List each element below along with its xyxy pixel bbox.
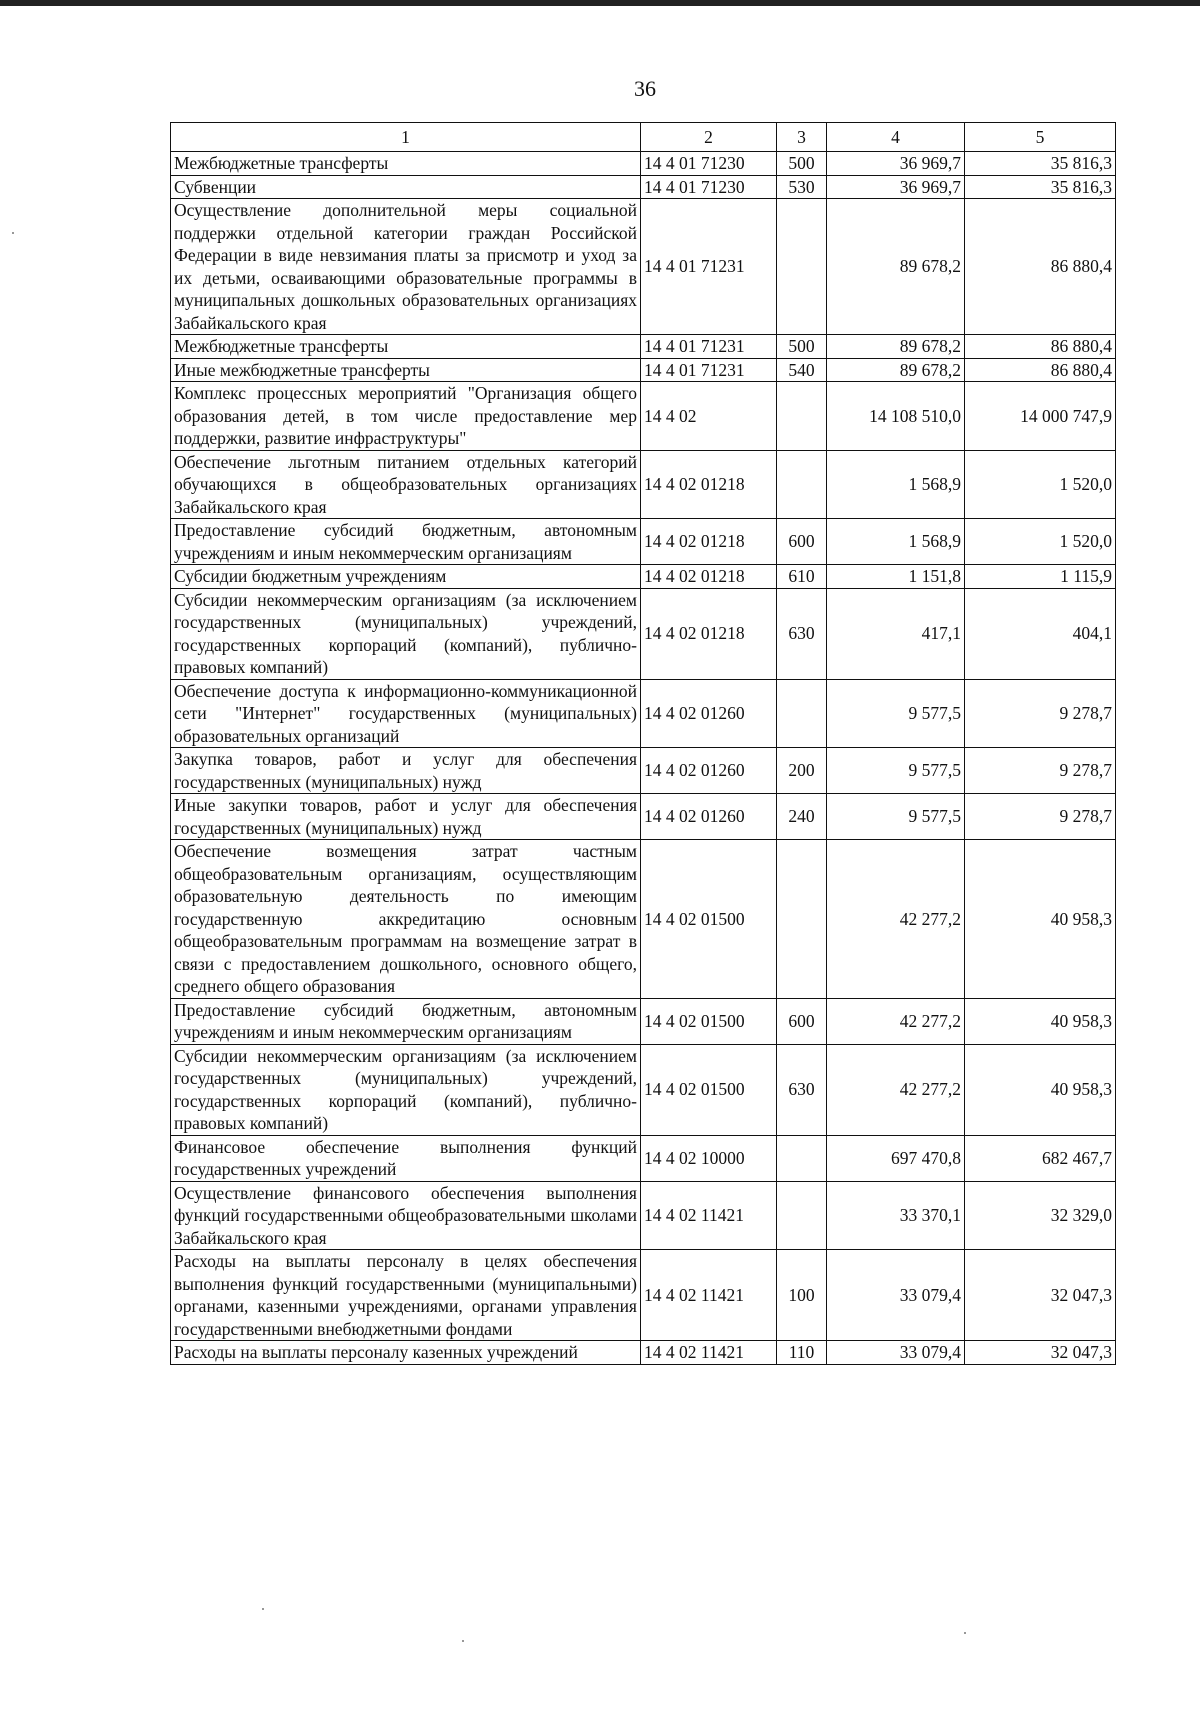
scan-speck	[12, 232, 14, 234]
cell-year2: 682 467,7	[965, 1135, 1116, 1181]
cell-name: Иные закупки товаров, работ и услуг для обеспечения государственных (муниципальных) нужд	[171, 794, 641, 840]
cell-year2: 1 520,0	[965, 519, 1116, 565]
cell-type: 500	[777, 152, 827, 176]
cell-type: 600	[777, 998, 827, 1044]
cell-name: Осуществление финансового обеспечения выполнения функций государственными общеобразовательными школами Забайкальского края	[171, 1181, 641, 1250]
cell-code: 14 4 02 01500	[641, 840, 777, 999]
cell-code: 14 4 02 01260	[641, 748, 777, 794]
table-row	[171, 1135, 1116, 1181]
cell-type: 240	[777, 794, 827, 840]
cell-year1: 42 277,2	[827, 998, 965, 1044]
cell-year1: 42 277,2	[827, 840, 965, 999]
cell-year1: 36 969,7	[827, 152, 965, 176]
table-row	[171, 794, 1116, 840]
column-header-year2: 5	[965, 123, 1116, 152]
cell-year2: 86 880,4	[965, 358, 1116, 382]
cell-year2: 40 958,3	[965, 998, 1116, 1044]
cell-name: Субсидии некоммерческим организациям (за исключением государственных (муниципальных) учреждений, государственных корпораций (компаний), публично-правовых компаний)	[171, 1044, 641, 1135]
cell-code: 14 4 02 01500	[641, 998, 777, 1044]
cell-year1: 9 577,5	[827, 679, 965, 748]
cell-year1: 42 277,2	[827, 1044, 965, 1135]
cell-name: Обеспечение доступа к информационно-коммуникационной сети "Интернет" государственных (муниципальных) образовательных организаций	[171, 679, 641, 748]
cell-type: 100	[777, 1250, 827, 1341]
table-header-row	[171, 123, 1116, 152]
cell-year1: 1 568,9	[827, 450, 965, 519]
cell-year2: 32 047,3	[965, 1341, 1116, 1365]
column-header-name: 1	[171, 123, 641, 152]
cell-code: 14 4 02 01218	[641, 588, 777, 679]
cell-name: Субвенции	[171, 175, 641, 199]
cell-name: Предоставление субсидий бюджетным, автономным учреждениям и иным некоммерческим организациям	[171, 998, 641, 1044]
table-row	[171, 519, 1116, 565]
cell-code: 14 4 01 71230	[641, 152, 777, 176]
cell-year2: 9 278,7	[965, 794, 1116, 840]
cell-name: Иные межбюджетные трансферты	[171, 358, 641, 382]
cell-code: 14 4 02 10000	[641, 1135, 777, 1181]
table-row	[171, 152, 1116, 176]
cell-code: 14 4 02 01260	[641, 679, 777, 748]
cell-name: Финансовое обеспечение выполнения функций государственных учреждений	[171, 1135, 641, 1181]
cell-year2: 32 329,0	[965, 1181, 1116, 1250]
cell-name: Предоставление субсидий бюджетным, автономным учреждениям и иным некоммерческим организациям	[171, 519, 641, 565]
cell-code: 14 4 01 71231	[641, 199, 777, 335]
table-row	[171, 175, 1116, 199]
table-row	[171, 840, 1116, 999]
cell-type: 500	[777, 335, 827, 359]
cell-year1: 33 370,1	[827, 1181, 965, 1250]
cell-year2: 86 880,4	[965, 199, 1116, 335]
table-row	[171, 1181, 1116, 1250]
table-row	[171, 1250, 1116, 1341]
cell-name: Субсидии бюджетным учреждениям	[171, 565, 641, 589]
table-row	[171, 588, 1116, 679]
cell-code: 14 4 02 11421	[641, 1181, 777, 1250]
cell-year1: 417,1	[827, 588, 965, 679]
cell-type: 600	[777, 519, 827, 565]
cell-code: 14 4 02 01218	[641, 565, 777, 589]
cell-code: 14 4 02 01218	[641, 450, 777, 519]
cell-code: 14 4 01 71231	[641, 358, 777, 382]
cell-year1: 14 108 510,0	[827, 382, 965, 451]
table-body	[171, 152, 1116, 1365]
cell-year1: 33 079,4	[827, 1250, 965, 1341]
cell-year2: 86 880,4	[965, 335, 1116, 359]
table-row	[171, 565, 1116, 589]
cell-code: 14 4 02 11421	[641, 1250, 777, 1341]
cell-year2: 35 816,3	[965, 175, 1116, 199]
cell-year2: 404,1	[965, 588, 1116, 679]
cell-name: Расходы на выплаты персоналу казенных учреждений	[171, 1341, 641, 1365]
cell-type	[777, 382, 827, 451]
cell-name: Обеспечение возмещения затрат частным общеобразовательным организациям, осуществляющим образовательную деятельность по имеющим государственную аккредитацию основным общеобразовательным программам на возмещение затрат в связи с предоставлением дошкольного, основного общего, среднего общего образования	[171, 840, 641, 999]
column-header-code: 2	[641, 123, 777, 152]
table-row	[171, 1341, 1116, 1365]
cell-code: 14 4 02	[641, 382, 777, 451]
cell-year1: 697 470,8	[827, 1135, 965, 1181]
cell-name: Обеспечение льготным питанием отдельных категорий обучающихся в общеобразовательных организациях Забайкальского края	[171, 450, 641, 519]
cell-year1: 33 079,4	[827, 1341, 965, 1365]
cell-year1: 1 568,9	[827, 519, 965, 565]
cell-code: 14 4 02 01218	[641, 519, 777, 565]
cell-name: Закупка товаров, работ и услуг для обеспечения государственных (муниципальных) нужд	[171, 748, 641, 794]
cell-name: Осуществление дополнительной меры социальной поддержки отдельной категории граждан Российской Федерации в виде невзимания платы за присмотр и уход за их детьми, осваивающими образовательные программы в муниципальных дошкольных образовательных организациях Забайкальского края	[171, 199, 641, 335]
cell-name: Межбюджетные трансферты	[171, 152, 641, 176]
cell-year2: 1 520,0	[965, 450, 1116, 519]
scan-speck	[262, 1608, 264, 1610]
cell-code: 14 4 02 01260	[641, 794, 777, 840]
cell-type	[777, 199, 827, 335]
column-header-type: 3	[777, 123, 827, 152]
cell-year2: 32 047,3	[965, 1250, 1116, 1341]
budget-table	[170, 122, 1116, 1365]
cell-name: Межбюджетные трансферты	[171, 335, 641, 359]
cell-type: 630	[777, 588, 827, 679]
cell-year1: 89 678,2	[827, 358, 965, 382]
cell-name: Расходы на выплаты персоналу в целях обеспечения выполнения функций государственными (муниципальными) органами, казенными учреждениями, органами управления государственными внебюджетными фондами	[171, 1250, 641, 1341]
scan-speck	[462, 1640, 464, 1642]
cell-type: 530	[777, 175, 827, 199]
cell-type	[777, 1181, 827, 1250]
cell-year2: 14 000 747,9	[965, 382, 1116, 451]
cell-year1: 9 577,5	[827, 794, 965, 840]
column-header-year1: 4	[827, 123, 965, 152]
scan-edge	[0, 0, 1200, 6]
cell-code: 14 4 02 01500	[641, 1044, 777, 1135]
cell-type	[777, 679, 827, 748]
table-row	[171, 199, 1116, 335]
cell-type: 540	[777, 358, 827, 382]
cell-type: 200	[777, 748, 827, 794]
cell-year2: 9 278,7	[965, 679, 1116, 748]
cell-year1: 89 678,2	[827, 199, 965, 335]
table-row	[171, 1044, 1116, 1135]
table-row	[171, 450, 1116, 519]
table-row	[171, 382, 1116, 451]
cell-type	[777, 840, 827, 999]
cell-type: 110	[777, 1341, 827, 1365]
table-row	[171, 335, 1116, 359]
table-row	[171, 679, 1116, 748]
table-row	[171, 998, 1116, 1044]
cell-year2: 1 115,9	[965, 565, 1116, 589]
cell-year1: 89 678,2	[827, 335, 965, 359]
cell-year1: 9 577,5	[827, 748, 965, 794]
cell-code: 14 4 02 11421	[641, 1341, 777, 1365]
cell-year1: 1 151,8	[827, 565, 965, 589]
cell-type: 610	[777, 565, 827, 589]
cell-year2: 9 278,7	[965, 748, 1116, 794]
table-row	[171, 748, 1116, 794]
cell-type: 630	[777, 1044, 827, 1135]
cell-year1: 36 969,7	[827, 175, 965, 199]
cell-year2: 35 816,3	[965, 152, 1116, 176]
page-number: 36	[634, 76, 656, 101]
cell-type	[777, 450, 827, 519]
cell-year2: 40 958,3	[965, 840, 1116, 999]
cell-code: 14 4 01 71231	[641, 335, 777, 359]
cell-type	[777, 1135, 827, 1181]
cell-code: 14 4 01 71230	[641, 175, 777, 199]
cell-name: Комплекс процессных мероприятий "Организация общего образования детей, в том числе предоставление мер поддержки, развитие инфраструктуры"	[171, 382, 641, 451]
table-row	[171, 358, 1116, 382]
cell-name: Субсидии некоммерческим организациям (за исключением государственных (муниципальных) учреждений, государственных корпораций (компаний), публично-правовых компаний)	[171, 588, 641, 679]
scan-speck	[964, 1632, 966, 1634]
cell-year2: 40 958,3	[965, 1044, 1116, 1135]
